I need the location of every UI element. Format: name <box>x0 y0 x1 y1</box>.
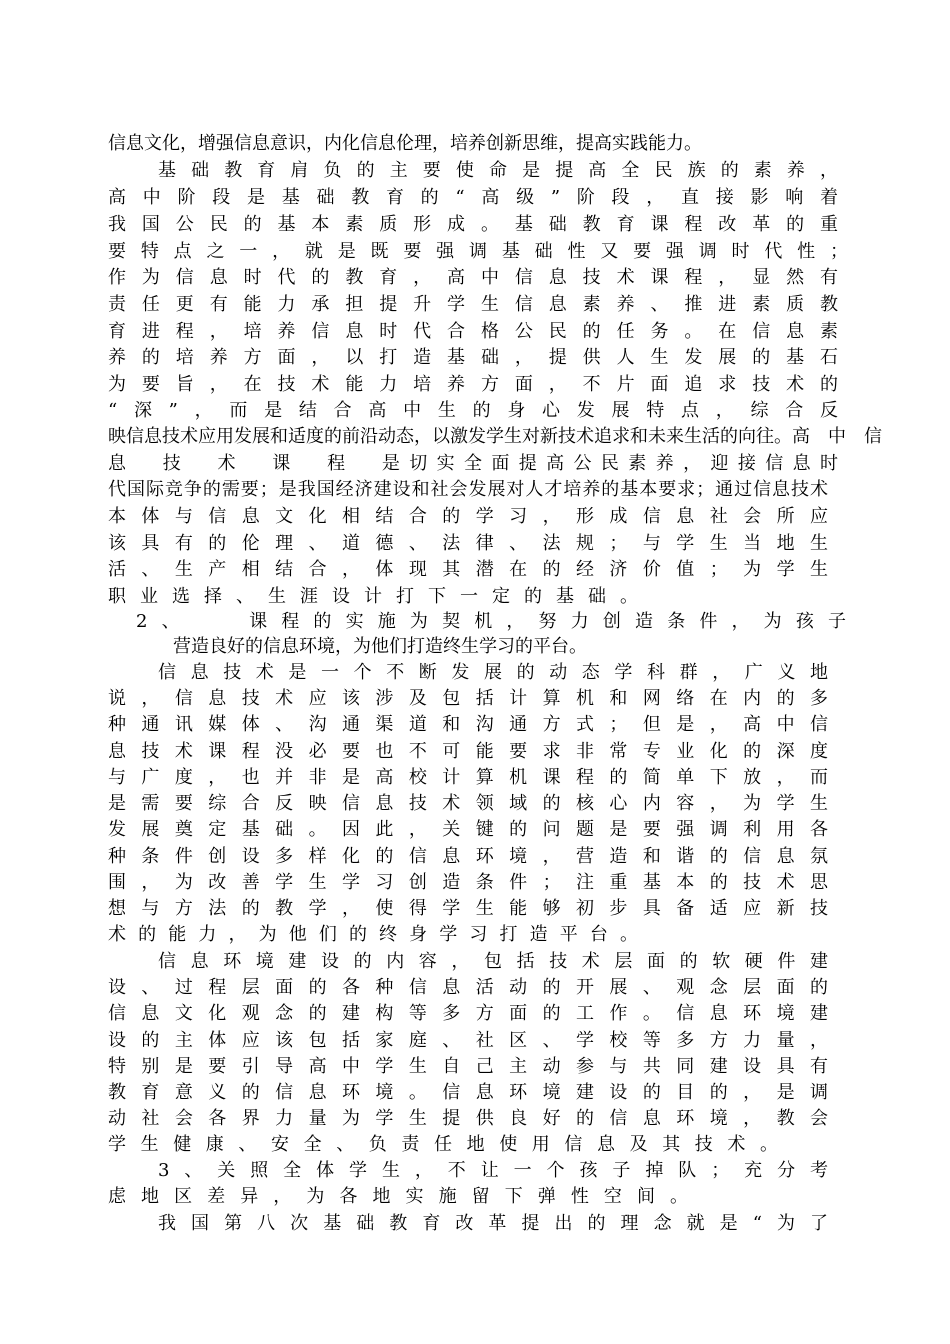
text-line: 营造良好的信息环境，为他们打造终生学习的平台。 <box>173 636 587 657</box>
text-line: 本体与信息文化相结合的学习，形成信息社会所应 <box>108 506 828 527</box>
text-line: 我国公民的基本素质形成。基础教育课程改革的重 <box>108 214 838 235</box>
text-line: 说，信息技术应该涉及包括计算机和网络在内的多 <box>108 688 828 709</box>
text-line: 息 技 术 课 程 是切实全面提高公民素养，迎接信息时 <box>108 453 838 474</box>
text-line: 动社会各界力量为学生提供良好的信息环境，教会 <box>108 1108 828 1129</box>
text-line: 学生健康、安全、负责任地使用信息及其技术。 <box>108 1134 778 1155</box>
text-line: 职业选择、生涯设计打下一定的基础。 <box>108 586 638 607</box>
text-line: 为要旨，在技术能力培养方面，不片面追求技术的 <box>108 374 838 395</box>
text-line: 养的培养方面，以打造基础，提供人生发展的基石 <box>108 347 838 368</box>
text-line: 种通讯媒体、沟通渠道和沟通方式；但是，高中信 <box>108 714 828 735</box>
text-line: 基础教育肩负的主要使命是提高全民族的素养， <box>158 160 838 181</box>
text-line: 发展奠定基础。因此，关键的问题是要强调利用各 <box>108 819 828 840</box>
text-line: 术的能力，为他们的终身学习打造平台。 <box>108 924 638 945</box>
text-line: 信息技术是一个不断发展的动态学科群，广义地 <box>158 662 828 683</box>
text-line: 2、 课程的实施为契机，努力创造条件，为孩子 <box>136 611 846 632</box>
text-line: 想与方法的教学，使得学生能够初步具备适应新技 <box>108 898 828 919</box>
text-line: 与广度，也并非是高校计算机课程的简单下放，而 <box>108 767 828 788</box>
text-line: 虑地区差异，为各地实施留下弹性空间。 <box>108 1186 688 1207</box>
text-line: 设、过程层面的各种信息活动的开展、观念层面的 <box>108 977 828 998</box>
text-line: 信息文化观念的建构等多方面的工作。信息环境建 <box>108 1003 828 1024</box>
text-line: 该具有的伦理、道德、法律、法规；与学生当地生 <box>108 533 828 554</box>
text-line: 活、生产相结合，体现其潜在的经济价值；为学生 <box>108 559 828 580</box>
text-line: 要特点之一，就是既要强调基础性又要强调时代性； <box>108 241 848 262</box>
text-line: 信息文化，增强信息意识，内化信息伦理，培养创新思维，提高实践能力。 <box>108 133 702 154</box>
text-line: 我国第八次基础教育改革提出的理念就是“为了 <box>158 1213 828 1234</box>
text-line: 责任更有能力承担提升学生信息素养、推进素质教 <box>108 294 838 315</box>
text-line: 信息环境建设的内容，包括技术层面的软硬件建 <box>158 951 828 972</box>
text-line: 映信息技术应用发展和适度的前沿动态，以激发学生对新技术追求和未来生活的向往。高 中 信 <box>108 426 882 447</box>
text-line: 特别是要引导高中学生自己主动参与共同建设具有 <box>108 1056 828 1077</box>
text-line: 3、关照全体学生，不让一个孩子掉队；充分考 <box>158 1160 828 1181</box>
text-line: 育进程，培养信息时代合格公民的任务。在信息素 <box>108 321 838 342</box>
text-line: 围，为改善学生学习创造条件；注重基本的技术思 <box>108 872 828 893</box>
text-line: 高中阶段是基础教育的“高级”阶段，直接影响着 <box>108 187 838 208</box>
text-line: “深”，而是结合高中生的身心发展特点，综合反 <box>108 400 838 421</box>
text-line: 息技术课程没必要也不可能要求非常专业化的深度 <box>108 741 828 762</box>
text-line: 作为信息时代的教育，高中信息技术课程，显然有 <box>108 267 838 288</box>
text-line: 是需要综合反映信息技术领域的核心内容，为学生 <box>108 793 828 814</box>
text-line: 教育意义的信息环境。信息环境建设的目的，是调 <box>108 1082 828 1103</box>
text-line: 代国际竞争的需要；是我国经济建设和社会发展对人才培养的基本要求；通过信息技术 <box>108 479 828 500</box>
text-line: 种条件创设多样化的信息环境，营造和谐的信息氛 <box>108 846 828 867</box>
text-line: 设的主体应该包括家庭、社区、学校等多方力量， <box>108 1030 828 1051</box>
